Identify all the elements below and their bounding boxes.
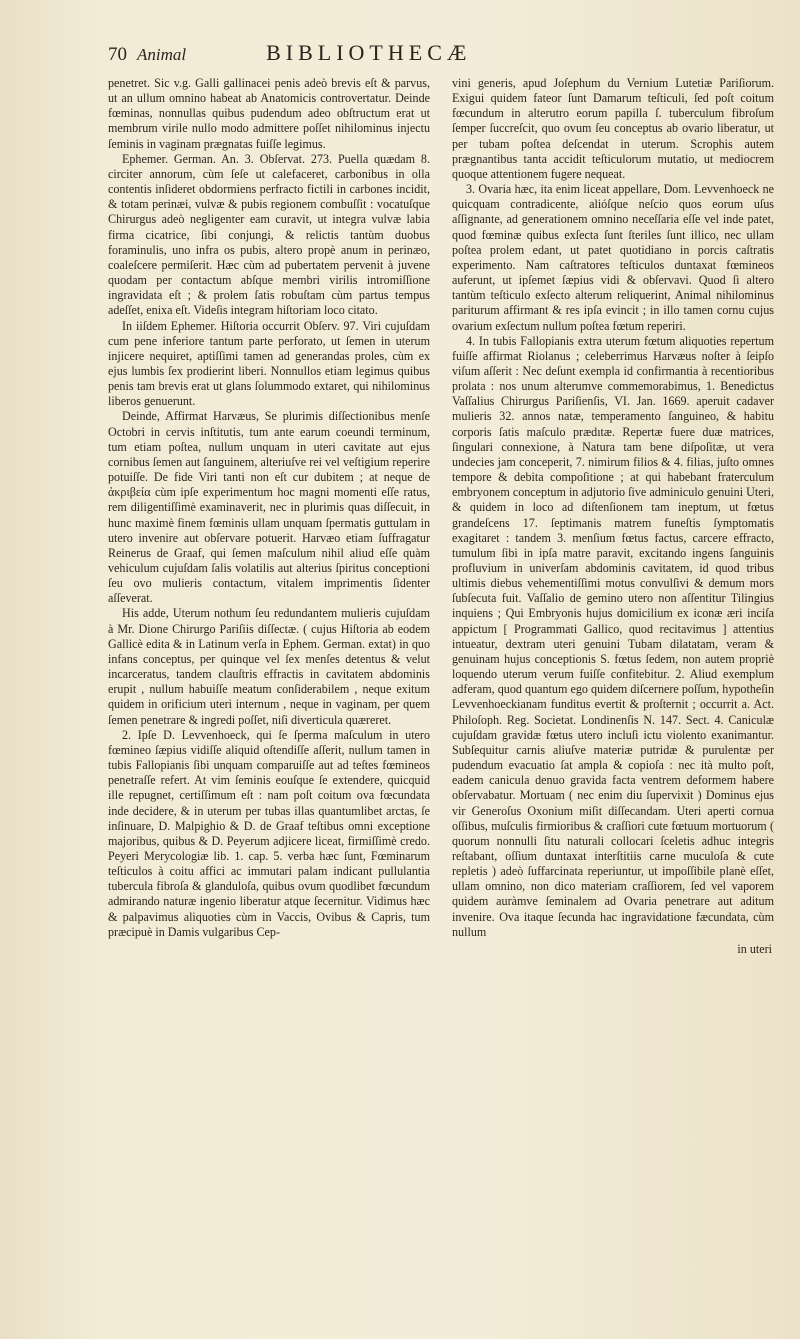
catchword: in uteri [737,941,772,956]
paragraph: Ephemer. German. An. 3. Obſervat. 273. Puella quædam 8. circiter annorum, cùm ſeſe ut calefaceret, carbonibus in olla contentis inſideret obdormiens perfracto fictili in carbones incidit, & totam perinæi, vulvæ & pubis regionem combuſſit : vocatuſque Chirurgus adeò negligenter eam curavit, ut integra vulvæ labia firma cicatrice, ſibi conjungi, & relictis tantùm duobus foraminulis, uno infra os pubis, altero propè anum in perinæo, coaleſcere permiſerit. Hæc cùm ad pubertatem pervenit à juvene quodam per contactum abſque membri virilis intromiſſione ingravidata eſt ; & prolem ſatis robuſtam cùm partus tempus adeſſet, enixa eſt. Videſis integram hiſtoriam loco citato. [108,151,430,318]
paragraph: Deinde, Affirmat Harvæus, Se plurimis diſſectionibus menſe Octobri in cervis inſtitutis, tum ante earum coeundi terminum, tum etiam poſtea, nullum unquam in uteri cavitate aut ejus cornibus ſemen aut ſanguinem, alteriuſve rei vel veſtigium reperire potuiſſe. De fide Viri tanti non eſt cur dubitem ; at neque de ἀκριβεία cùm ipſe experimentum hoc magni momenti eſſe ratus, rem diligentiſſimè examinaverit, nec in plurimis quas diſſecuit, in hunc maximè finem fœminis ullam unquam ſpermatis guttulam in utero invenire aut obſervare potuerit. Harvæo etiam ſuffragatur Reinerus de Graaf, qui ſemen maſculum nihil aliud eſſe quàm vehiculum cujuſdam ſalis volatilis aut alterius ſpiritus conceptioni ſeu ovo mulieris contactum, vitalem imprimentis ſidenter aſſeverat. [108,409,430,606]
paragraph: vini generis, apud Joſephum du Vernium Lutetiæ Pariſiorum. Exigui quidem fateor ſunt Damarum teſticuli, ſed poſt coitum fœcundum in alterutro eorum papilla ſ. tuberculum fibroſum ſemper ſuccreſcit, quo ovum ſeu conceptus ab ovario liberatur, ut per tubam poſtea deſcendat in uterum. Scrophis autem prægnantibus tanta accidit teſticulorum mutatio, ut mediocrem quoque attentionem fugere nequeat. [452,76,774,181]
page-header [108,40,774,74]
running-head: Animal [137,45,187,64]
paragraph: 2. Ipſe D. Levvenhoeck, qui ſe ſperma maſculum in utero fœmineo ſæpius vidiſſe aliquid oſtendiſſe aſſerit, nullum tamen in tubis Fallopianis ſibi unquam comparuiſſe aut ad teſtes fœmineos penetraſſe refert. At vim ſeminis eouſque ſe extendere, quicquid ille repugnet, certiſſimum eſt : nam poſt coitum ova fœcundata inde decidere, & in uterum per tubas illas quantumlibet arctas, ſe inſinuare, D. Malpighio & D. de Graaf teſtibus omni exceptione majoribus, quibus & D. Peyerum adjicere liceat, firmiſſimè credo. Peyeri Merycologiæ lib. 1. cap. 5. verba hæc ſunt, Fœminarum teſticulos à coitu affici ac immutari palam indicant pullulantia tubercula fibroſa & glanduloſa, quibus ovum quodlibet fœcundum admirando naturæ ingenio liberatur atque ſecernitur. Vidimus hæc & palpavimus aliquoties cùm in Vaccis, Ovibus & Capris, tum præcipuè in Damis vulgaribus Cep- [108,727,430,939]
left-column [108,76,430,957]
paragraph: In iiſdem Ephemer. Hiſtoria occurrit Obſerv. 97. Viri cujuſdam cum pene inferiore tantum parte perforato, ut ſemen in uterum injicere nequiret, aptiſſimi tamen ad generandas proles, cùm ex ejus lumbis ſex prodierint liberi. Nonnullos etiam legimus quibus penis tam brevis erat ut glans ſolummodo extaret, qui nihilominus liberos genuerunt. [108,318,430,409]
paragraph: 4. In tubis Fallopianis extra uterum fœtum aliquoties repertum fuiſſe affirmat Riolanus ; celeberrimus Harvæus noſter à ſeipſo viſum aſſerit : Nec deſunt exempla id confirmantia à recentioribus prolata : nos unum alterumve commemorabimus, 1. Benedictus Vaſſalius Chirurgus Pariſienſis, VI. Jan. 1669. aperuit cadaver mulieris 32. annos natæ, temperamento ſanguineo, & habitu corporis ſatis maſculo prædıtæ. Repertæ fuere duæ matrices, ſingulari connexione, à Natura tam bene diſpoſitæ, ut vera undecies jam conceperit, 7. nimirum filios & 4. filias, juſto omnes tempore & debita compoſitione ; at qui habebant fraterculum embryonem conceptum in adjutorio ſive adminiculo genuini Uteri, & quidem in loco ad diſtenſionem tam ineptum, ut fœtus grandeſcens 17. ſeptimanis matrem funeſtis ſymptomatis exagitaret : tandem 3. menſium fœtus factus, carcere effracto, tumulum ſibi in ipſa matre paravit, excitando ingens ſanguinis profluvium in univerſam abdominis cavitatem, id quod tribus ultimis diebus vehementiſſimi motus convulſivi & demum mors ſubſecuta fuit. Vaſſalio de gemino utero non aſſentitur Tilingius inquiens ; Qui Embryonis hujus domicilium ex iconæ æri inciſa appictum [ Programmati Gallico, quod recitavimus ] attentius intueatur, dextram uteri genuini Tubam dilatatam, veram & genuinam hujus conceptionis S. fœtus ſedem, non autem propriè loquendo uterum verum fuiſſe confitebitur. 2. Aliud exemplum adferam, quod quantum ego quidem diſcernere poſſum, hypotheſin Levvenhoeckianam funditus evertit & proſternit ; occurrit a. Act. Philoſoph. Reg. Societat. Londinenſis N. 147. Sect. 4. Caniculæ cujuſdam gravidæ fœtus utero incluſi ictu violento exanimantur. Subſequitur carnis aliuſve materiæ putridæ & purulentæ per pudendum evacuatio ſat ampla & copioſa : nec ità multo poſt, eadem canicula denuo gravida facta ventrem deformem habere obſervabatur. Mortuam ( nec enim diu ſupervixit ) Dominus ejus vir Generoſus Oxonium miſit diſſecandam. Uteri aperti cornua oſſibus, muſculis firmioribus & craſſiori cute fœtuum mortuorum ( quorum nonnulli ſitu naturali collocari ſceletis adhuc integris reſtabant, oſſium duntaxat interſtitiis carne muculoſa & cute repletis ) adeò ſuffarcinata reperiuntur, ut impoſſibile planè eſſet, ullam omnino, non dico materiam craſſiorem, ſed vel vaporem quidem auràmve ſeminalem ad Ovaria penetrare aut aditum invenire. Ova itaque ſecunda hac ingravidatione fæcundata, cùm nullum [452,333,774,939]
text-columns [108,76,774,957]
page-title: BIBLIOTHECÆ [266,40,472,65]
paragraph: His adde, Uterum nothum ſeu redundantem mulieris cujuſdam à Mr. Dione Chirurgo Pariſiis diſſectæ. ( cujus Hiſtoria ab eodem Gallicè edita & in Latinum verſa in Ephem. German. extat) in quo infans conceptus, per quinque vel ſex menſes detentus & velut incarceratus, tandem clauſtris effractis in cavitatem abdominis erupit , nullum habuiſſe meatum conſiderabilem , neque exitum quidem in orificium uteri internum , neque in vaginam, per quem ſemen penetrare & ingredi poſſet, niſi diverticula quæreret. [108,606,430,727]
page-number: 70 [108,44,127,65]
paragraph: 3. Ovaria hæc, ita enim liceat appellare, Dom. Levvenhoeck ne quicquam contradicente, alióſque neſcio quos eorum uſus aſſignante, ad generationem omnino neceſſaria eſſe vel inde patet, quod fœminæ quibus exſecta ſunt ſteriles ſunt illico, nec ullam poſtea prolem edant, ut patet quotidiano in porcis caſtratis experimento. Nam caſtratores teſticulos duntaxat fœmineos auferunt, ut ipſemet ſæpius vidi & obſervavi. Quod ſi altero tantùm teſticulo exſecto alterum reliquerint, Animal nihilominus pariturum affirmant & res ipſa evincit ; in illo tamen cornu cujus ovarium exſectum nullum poſtea fœtum reperiri. [452,182,774,333]
right-column [452,76,774,957]
paragraph: penetret. Sic v.g. Galli gallinacei penis adeò brevis eſt & parvus, ut an ullum omnino habeat ab Anatomicis controvertatur. Deinde fœminas, nonnullas quibus pudendum adeo obſtructum erat ut membrum virile nullo modo admittere poſſet nihilominus injectu ſeminis in vaginam prægnatas fuiſſe legimus. [108,76,430,151]
